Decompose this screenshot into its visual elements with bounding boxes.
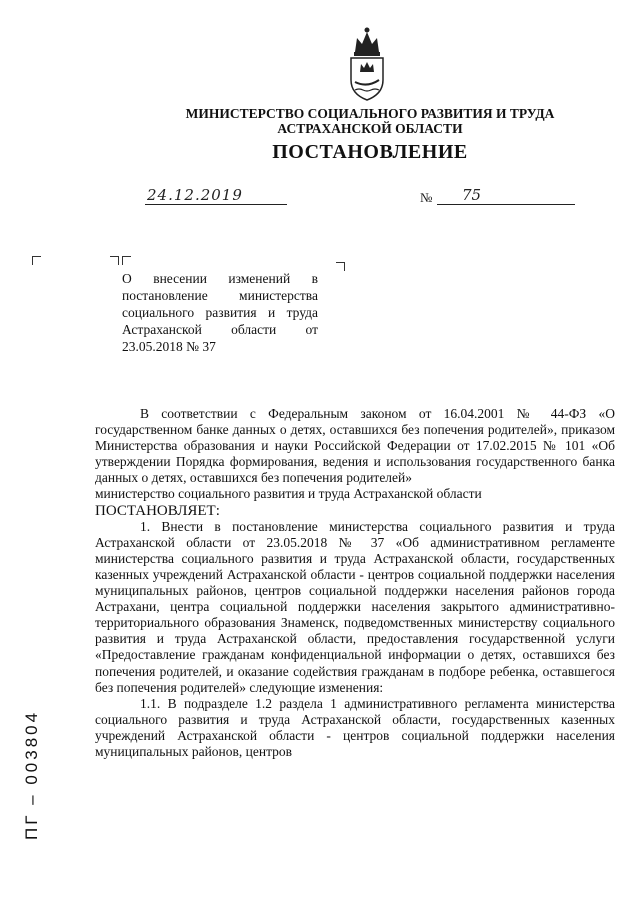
item-1-paragraph: 1. Внести в постановление министерства социального развития и труда Астраханской области от 23.05.2018 № 37 «Об административном регламенте министерства социального развития и труда Астраханской области, государственных казенных учреждений Астраханской области - центров социальной поддержки населения муниципальных районов, центров социальной поддержки населения районов города Астрахани, центра социальной поддержки населения закрытого административно-территориального образования Знаменск, подведомственных министерству социального развития и труда Астраханской области, предоставления государственной услуги «Предоставление гражданам конфиденциальной информации о детях, оставшихся без попечения родителей, и оказание содействия гражданам в подборе ребенка, оставшегося без попечения родителей» следующие изменения:	[95, 518, 615, 695]
corner-mark-mid-left	[110, 256, 119, 265]
document-type-title: ПОСТАНОВЛЕНИЕ	[272, 141, 468, 163]
ministry-name-line1: МИНИСТЕРСТВО СОЦИАЛЬНОГО РАЗВИТИЯ И ТРУДА	[185, 106, 555, 121]
issuer-line: министерство социального развития и труда Астраханской области	[95, 486, 482, 502]
coat-of-arms-icon	[345, 22, 389, 102]
ministry-name-line2: АСТРАХАНСКОЙ ОБЛАСТИ	[277, 121, 463, 136]
number-label: №	[420, 190, 433, 205]
corner-mark-left	[32, 256, 41, 265]
number-underline	[437, 186, 575, 205]
item-1-1-paragraph: 1.1. В подразделе 1.2 раздела 1 административного регламента министерства социального развития и труда Астраханской области, государственных казенных учреждений Астраханской области - центров социальной поддержки населения муниципальных районов, центров	[95, 695, 615, 759]
document-body	[95, 406, 615, 760]
corner-mark-mid-right	[122, 256, 131, 265]
document-subject: О внесении изменений в постановление министерства социального развития и труда Астраханской области от 23.05.2018 № 37	[122, 271, 318, 354]
corner-mark-right	[336, 262, 345, 271]
blank-serial-number: ПГ – 003804	[22, 709, 41, 840]
document-date: 24.12.2019	[147, 186, 243, 204]
preamble-paragraph: В соответствии с Федеральным законом от 16.04.2001 № 44-ФЗ «О государственном банке данных о детях, оставшихся без попечения родителей», приказом Министерства образования и науки Российской Федерации от 17.02.2015 № 101 «Об утверждении Порядка формирования, ведения и использования государственного банка данных о детях, оставшихся без попечения родителей»	[95, 406, 615, 486]
resolves-heading: ПОСТАНОВЛЯЕТ:	[95, 502, 220, 519]
document-number: 75	[462, 186, 482, 204]
